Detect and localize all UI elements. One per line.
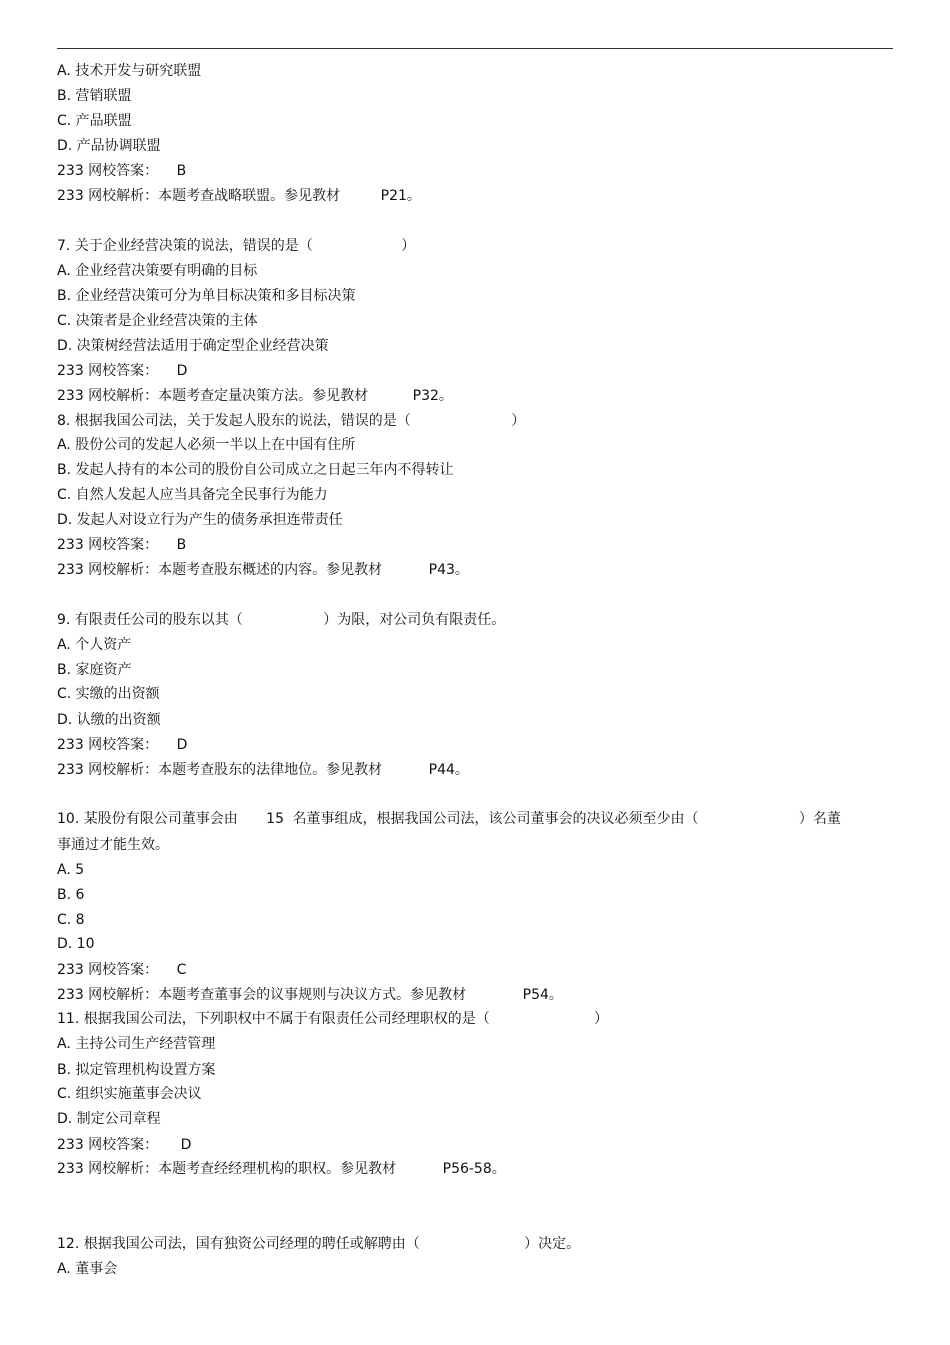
stem-blank-end: ） <box>594 1011 609 1027</box>
stem-blank-end: ） <box>401 238 416 254</box>
q9-option-a: A. 个人资产 <box>57 637 132 653</box>
analysis-label: 233 网校解析：本题考查董事会的议事规则与决议方式。参见教材 <box>57 987 467 1003</box>
answer-label: 233 网校答案： <box>57 962 159 978</box>
q9-option-b: B. 家庭资产 <box>57 662 132 678</box>
q9-option-d: D. 认缴的出资额 <box>57 712 161 728</box>
q10-stem <box>57 810 841 828</box>
q6-analysis <box>57 187 421 205</box>
analysis-ref: P54。 <box>522 987 563 1003</box>
q10-analysis <box>57 986 563 1004</box>
q7-option-a: A. 企业经营决策要有明确的目标 <box>57 263 258 279</box>
q9-stem <box>57 611 505 629</box>
analysis-label: 233 网校解析：本题考查经经理机构的职权。参见教材 <box>57 1161 397 1177</box>
analysis-ref: P32。 <box>412 388 453 404</box>
stem-blank-end: ） <box>511 413 526 429</box>
q11-option-b: B. 拟定管理机构设置方案 <box>57 1062 216 1078</box>
analysis-ref: P43。 <box>428 562 469 578</box>
stem-text-cont: 名董事组成，根据我国公司法，该公司董事会的决议必须至少由（ <box>292 811 699 827</box>
q7-option-b: B. 企业经营决策可分为单目标决策和多目标决策 <box>57 288 356 304</box>
stem-text: 9. 有限责任公司的股东以其（ <box>57 612 243 628</box>
q11-option-a: A. 主持公司生产经营管理 <box>57 1036 216 1052</box>
q9-answer <box>57 736 187 754</box>
analysis-ref: P56-58。 <box>442 1161 506 1177</box>
q12-option-a: A. 董事会 <box>57 1261 118 1277</box>
q6-option-c: C. 产品联盟 <box>57 113 132 129</box>
stem-text: 12. 根据我国公司法，国有独资公司经理的聘任或解聘由（ <box>57 1236 420 1252</box>
stem-text: 8. 根据我国公司法，关于发起人股东的说法，错误的是（ <box>57 413 411 429</box>
answer-label: 233 网校答案： <box>57 737 159 753</box>
q8-answer <box>57 536 186 554</box>
stem-text: 7. 关于企业经营决策的说法，错误的是（ <box>57 238 313 254</box>
answer-value: D <box>176 363 188 379</box>
analysis-label: 233 网校解析：本题考查战略联盟。参见教材 <box>57 188 341 204</box>
q7-answer <box>57 362 187 380</box>
answer-value: C <box>176 962 187 978</box>
q10-option-b: B. 6 <box>57 887 85 903</box>
answer-label: 233 网校答案： <box>57 163 159 179</box>
stem-number: 15 <box>266 811 284 827</box>
q6-option-a: A. 技术开发与研究联盟 <box>57 63 202 79</box>
answer-label: 233 网校答案： <box>57 1137 159 1153</box>
q8-analysis <box>57 561 469 579</box>
q8-option-d: D. 发起人对设立行为产生的债务承担连带责任 <box>57 512 343 528</box>
q10-option-d: D. 10 <box>57 936 95 952</box>
stem-text: 11. 根据我国公司法，下列职权中不属于有限责任公司经理职权的是（ <box>57 1011 490 1027</box>
stem-blank-end: ）决定。 <box>524 1236 581 1252</box>
analysis-ref: P21。 <box>380 188 421 204</box>
q7-analysis <box>57 387 453 405</box>
q7-stem <box>57 237 415 255</box>
analysis-label: 233 网校解析：本题考查定量决策方法。参见教材 <box>57 388 369 404</box>
q11-option-d: D. 制定公司章程 <box>57 1111 161 1127</box>
q10-answer <box>57 961 186 979</box>
answer-value: D <box>180 1137 192 1153</box>
answer-value: D <box>176 737 188 753</box>
q6-option-d: D. 产品协调联盟 <box>57 138 161 154</box>
answer-label: 233 网校答案： <box>57 363 159 379</box>
q6-option-b: B. 营销联盟 <box>57 88 132 104</box>
q11-stem <box>57 1010 608 1028</box>
stem-text: 10. 某股份有限公司董事会由 <box>57 811 238 827</box>
analysis-label: 233 网校解析：本题考查股东的法律地位。参见教材 <box>57 762 383 778</box>
q6-answer <box>57 162 186 180</box>
top-rule <box>57 48 893 49</box>
q12-stem <box>57 1235 580 1253</box>
q8-stem <box>57 412 525 430</box>
answer-value: B <box>176 163 187 179</box>
stem-blank-end: ）为限，对公司负有限责任。 <box>323 612 506 628</box>
answer-value: B <box>176 537 187 553</box>
q8-option-c: C. 自然人发起人应当具备完全民事行为能力 <box>57 487 328 503</box>
q8-option-b: B. 发起人持有的本公司的股份自公司成立之日起三年内不得转让 <box>57 462 454 478</box>
q11-option-c: C. 组织实施董事会决议 <box>57 1086 202 1102</box>
analysis-label: 233 网校解析：本题考查股东概述的内容。参见教材 <box>57 562 383 578</box>
q10-stem-line2: 事通过才能生效。 <box>57 837 169 853</box>
stem-blank-end: ）名董 <box>798 811 841 827</box>
q9-analysis <box>57 761 469 779</box>
q9-option-c: C. 实缴的出资额 <box>57 686 160 702</box>
q11-answer <box>57 1136 191 1154</box>
q7-option-d: D. 决策树经营法适用于确定型企业经营决策 <box>57 338 329 354</box>
q7-option-c: C. 决策者是企业经营决策的主体 <box>57 313 258 329</box>
analysis-ref: P44。 <box>428 762 469 778</box>
q11-analysis <box>57 1160 506 1178</box>
answer-label: 233 网校答案： <box>57 537 159 553</box>
q8-option-a: A. 股份公司的发起人必须一半以上在中国有住所 <box>57 437 356 453</box>
q10-option-a: A. 5 <box>57 862 85 878</box>
q10-option-c: C. 8 <box>57 912 85 928</box>
